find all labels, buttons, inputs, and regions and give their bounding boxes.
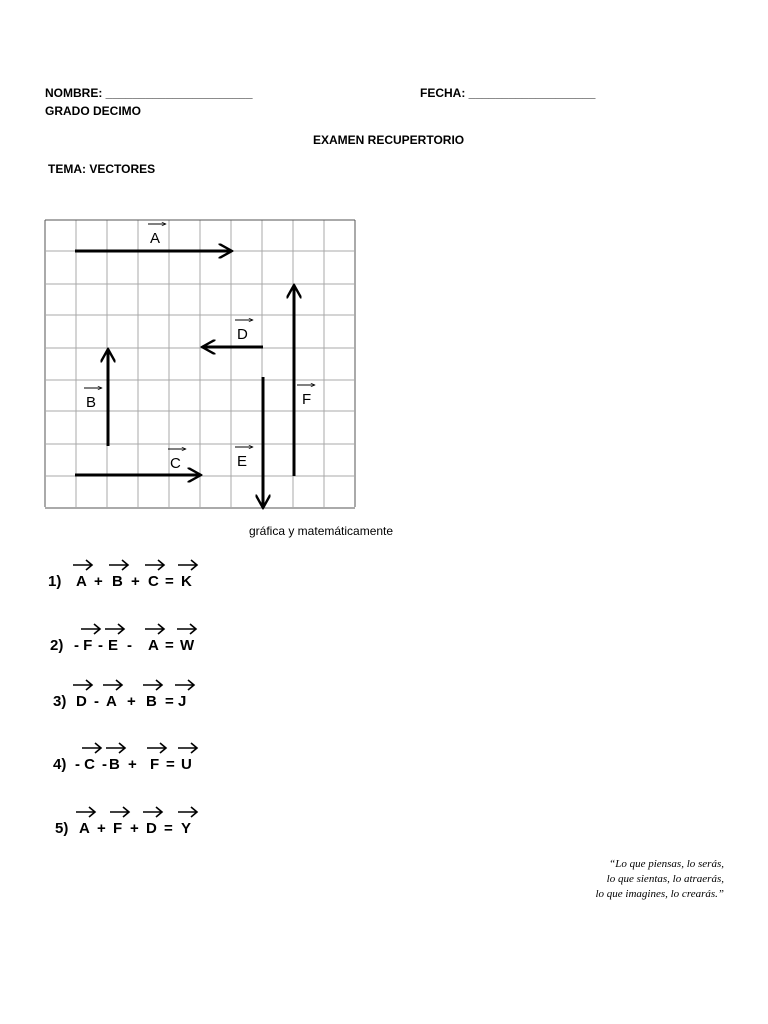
vector-arrow-icon <box>108 559 130 571</box>
operator: + <box>127 693 136 710</box>
vector-arrow-icon <box>144 559 166 571</box>
exercise-5 <box>0 806 300 848</box>
vector-term: B <box>146 693 157 710</box>
operator: = <box>165 693 174 710</box>
vector-arrow-icon <box>177 559 199 571</box>
exercise-4 <box>0 742 300 784</box>
vector-a-label: A <box>150 230 161 247</box>
tema-label: TEMA: VECTORES <box>48 162 156 176</box>
vector-arrow-icon <box>75 806 97 818</box>
grado-label: GRADO DECIMO <box>45 104 141 118</box>
quote-line-1: “Lo que piensas, lo serás, <box>609 858 724 870</box>
operator: + <box>94 573 103 590</box>
operator: - <box>98 637 103 654</box>
vector-term: - F <box>74 637 93 654</box>
exercise-number: 5) <box>55 820 69 837</box>
fecha-field: FECHA: ___________________ <box>420 86 596 100</box>
vector-arrow-icon <box>102 679 124 691</box>
vector-term: K <box>181 573 192 590</box>
vector-term: E <box>108 637 119 654</box>
quote-line-3: lo que imagines, lo crearás.” <box>595 888 724 900</box>
operator: = <box>166 756 175 773</box>
vector-grid-diagram <box>44 219 358 511</box>
vector-arrow-icon <box>72 679 94 691</box>
exam-title: EXAMEN RECUPERTORIO <box>313 133 465 147</box>
operator: - <box>94 693 99 710</box>
diagram-caption: gráfica y matemáticamente <box>249 524 394 538</box>
grid-lines <box>45 220 355 508</box>
vector-arrow-icon <box>80 623 102 635</box>
vector-arrow-icon <box>174 679 196 691</box>
vector-d-label: D <box>237 326 248 343</box>
vector-arrow-icon <box>142 679 164 691</box>
quote-line-2: lo que sientas, lo atraerás, <box>606 873 724 885</box>
exercise-2 <box>0 623 300 665</box>
operator: + <box>128 756 137 773</box>
vector-term: F <box>150 756 160 773</box>
nombre-field: NOMBRE: ______________________ <box>45 86 253 100</box>
exercise-number: 4) <box>53 756 67 773</box>
vector-arrow-icon <box>81 742 103 754</box>
operator: + <box>131 573 140 590</box>
vector-arrow-icon <box>72 559 94 571</box>
vector-f-label: F <box>302 391 312 408</box>
vector-arrow-icon <box>105 742 127 754</box>
operator: - <box>127 637 132 654</box>
operator: = <box>165 637 174 654</box>
vector-term: U <box>181 756 192 773</box>
exercise-number: 1) <box>48 573 62 590</box>
vector-term: A <box>148 637 159 654</box>
vector-arrow-icon <box>176 623 198 635</box>
vector-term: F <box>113 820 123 837</box>
vector-term: D <box>146 820 157 837</box>
operator: + <box>97 820 106 837</box>
quote <box>595 857 724 902</box>
vector-term: W <box>180 637 195 654</box>
vector-e-label: E <box>237 453 248 470</box>
vector-arrow-icon <box>144 623 166 635</box>
exercise-3 <box>0 679 300 721</box>
vector-term: A <box>106 693 117 710</box>
vector-c-label: C <box>170 455 181 472</box>
vector-arrow-icon <box>104 623 126 635</box>
vector-term: D <box>76 693 87 710</box>
exercise-number: 3) <box>53 693 67 710</box>
vector-term: A <box>79 820 90 837</box>
vector-arrow-icon <box>109 806 131 818</box>
operator: = <box>165 573 174 590</box>
vector-term: C <box>148 573 159 590</box>
vector-term: - C <box>75 756 95 773</box>
vector-arrow-icon <box>146 742 168 754</box>
operator: + <box>130 820 139 837</box>
vector-arrow-icon <box>177 806 199 818</box>
exercise-number: 2) <box>50 637 64 654</box>
exercise-1 <box>0 559 300 601</box>
vector-term: Y <box>181 820 192 837</box>
vector-b-label: B <box>86 394 97 411</box>
vector-term: J <box>178 693 187 710</box>
vector-arrow-icon <box>177 742 199 754</box>
vector-term: A <box>76 573 87 590</box>
vector-term: B <box>109 756 120 773</box>
operator: - <box>102 756 107 773</box>
vector-arrow-icon <box>142 806 164 818</box>
operator: = <box>164 820 173 837</box>
vector-term: B <box>112 573 123 590</box>
